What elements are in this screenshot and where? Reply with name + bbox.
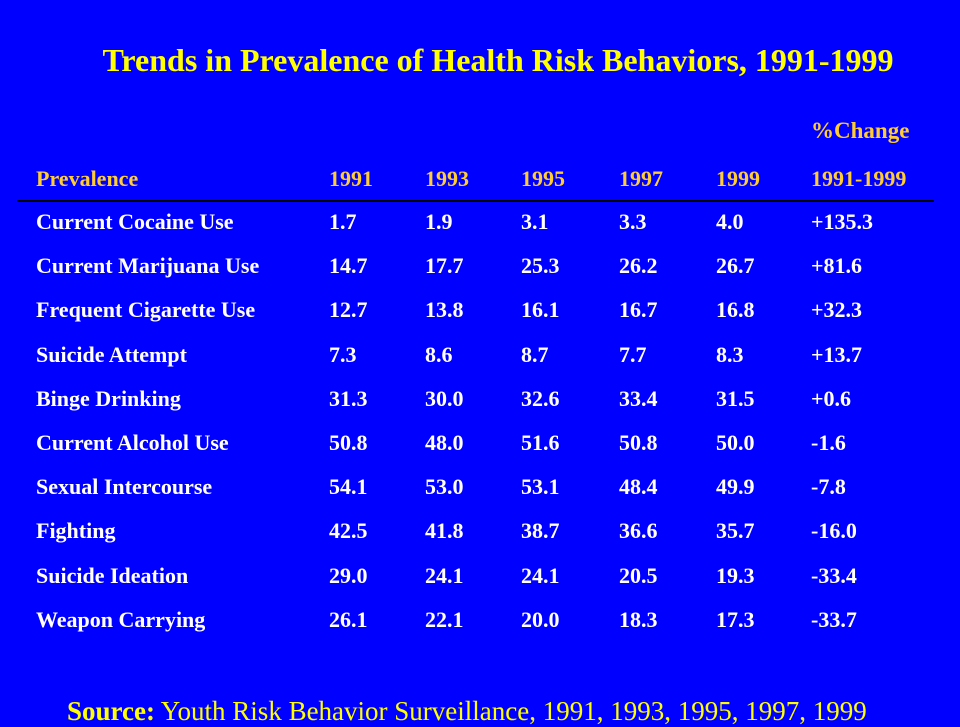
row-value: 20.5 xyxy=(619,563,658,588)
row-change: -7.8 xyxy=(811,474,846,499)
row-value: 33.4 xyxy=(619,386,658,411)
row-change: +81.6 xyxy=(811,253,863,278)
row-value: 49.9 xyxy=(716,474,755,499)
row-value: 22.1 xyxy=(425,607,464,632)
table-header-row xyxy=(0,166,960,196)
row-label: Fighting xyxy=(36,518,116,543)
header-divider xyxy=(17,200,934,202)
row-value: 42.5 xyxy=(329,518,368,543)
row-value: 29.0 xyxy=(329,563,368,588)
row-value: 50.0 xyxy=(716,430,755,455)
row-label: Current Marijuana Use xyxy=(36,253,260,278)
table-row xyxy=(0,430,960,460)
table-row xyxy=(0,342,960,372)
row-value: 48.4 xyxy=(619,474,658,499)
row-value: 31.5 xyxy=(716,386,755,411)
row-value: 38.7 xyxy=(521,518,560,543)
row-value: 8.6 xyxy=(425,342,453,367)
header-year: 1999 xyxy=(716,166,760,191)
row-value: 8.7 xyxy=(521,342,549,367)
row-value: 17.7 xyxy=(425,253,464,278)
row-value: 3.3 xyxy=(619,209,647,234)
source-note xyxy=(67,696,867,727)
row-change: -33.4 xyxy=(811,563,857,588)
row-value: 16.1 xyxy=(521,297,560,322)
row-label: Suicide Ideation xyxy=(36,563,189,588)
row-value: 1.9 xyxy=(425,209,453,234)
table-row xyxy=(0,297,960,327)
row-value: 50.8 xyxy=(619,430,658,455)
row-value: 26.7 xyxy=(716,253,755,278)
table-row xyxy=(0,607,960,637)
pct-change-header: %Change xyxy=(811,118,910,143)
row-label: Frequent Cigarette Use xyxy=(36,297,256,322)
row-label: Sexual Intercourse xyxy=(36,474,213,499)
row-value: 24.1 xyxy=(521,563,560,588)
row-value: 35.7 xyxy=(716,518,755,543)
row-value: 17.3 xyxy=(716,607,755,632)
row-label: Suicide Attempt xyxy=(36,342,187,367)
row-value: 53.0 xyxy=(425,474,464,499)
header-year: 1995 xyxy=(521,166,565,191)
row-value: 18.3 xyxy=(619,607,658,632)
row-value: 12.7 xyxy=(329,297,368,322)
header-range: 1991-1999 xyxy=(811,166,907,191)
table-row xyxy=(0,253,960,283)
table-row xyxy=(0,563,960,593)
row-value: 41.8 xyxy=(425,518,464,543)
row-value: 1.7 xyxy=(329,209,357,234)
row-value: 50.8 xyxy=(329,430,368,455)
row-value: 36.6 xyxy=(619,518,658,543)
row-value: 4.0 xyxy=(716,209,744,234)
row-value: 48.0 xyxy=(425,430,464,455)
row-value: 7.3 xyxy=(329,342,357,367)
row-value: 7.7 xyxy=(619,342,647,367)
row-value: 20.0 xyxy=(521,607,560,632)
row-change: +13.7 xyxy=(811,342,863,367)
row-change: +0.6 xyxy=(811,386,852,411)
row-value: 19.3 xyxy=(716,563,755,588)
row-value: 8.3 xyxy=(716,342,744,367)
row-value: 26.2 xyxy=(619,253,658,278)
row-value: 16.8 xyxy=(716,297,755,322)
row-change: -33.7 xyxy=(811,607,857,632)
table-row xyxy=(0,209,960,239)
row-label: Current Cocaine Use xyxy=(36,209,234,234)
row-value: 3.1 xyxy=(521,209,549,234)
row-value: 32.6 xyxy=(521,386,560,411)
row-label: Current Alcohol Use xyxy=(36,430,229,455)
table-row xyxy=(0,518,960,548)
row-label: Binge Drinking xyxy=(36,386,181,411)
slide-title: Trends in Prevalence of Health Risk Behaviors, 1991-1999 xyxy=(102,42,894,78)
row-value: 54.1 xyxy=(329,474,368,499)
source-label: Source: xyxy=(67,696,155,726)
header-year: 1997 xyxy=(619,166,663,191)
header-year: 1993 xyxy=(425,166,469,191)
row-change: -1.6 xyxy=(811,430,846,455)
row-change: +135.3 xyxy=(811,209,874,234)
row-change: -16.0 xyxy=(811,518,857,543)
header-year: 1991 xyxy=(329,166,373,191)
row-value: 53.1 xyxy=(521,474,560,499)
row-value: 16.7 xyxy=(619,297,658,322)
source-text: Youth Risk Behavior Surveillance, 1991, 1993, 1995, 1997, 1999 xyxy=(160,696,867,726)
row-value: 51.6 xyxy=(521,430,560,455)
row-value: 24.1 xyxy=(425,563,464,588)
row-value: 26.1 xyxy=(329,607,368,632)
row-change: +32.3 xyxy=(811,297,863,322)
row-value: 13.8 xyxy=(425,297,464,322)
table-row xyxy=(0,386,960,416)
table-row xyxy=(0,474,960,504)
header-prevalence: Prevalence xyxy=(36,166,139,191)
row-label: Weapon Carrying xyxy=(36,607,206,632)
row-value: 14.7 xyxy=(329,253,368,278)
row-value: 31.3 xyxy=(329,386,368,411)
row-value: 30.0 xyxy=(425,386,464,411)
row-value: 25.3 xyxy=(521,253,560,278)
